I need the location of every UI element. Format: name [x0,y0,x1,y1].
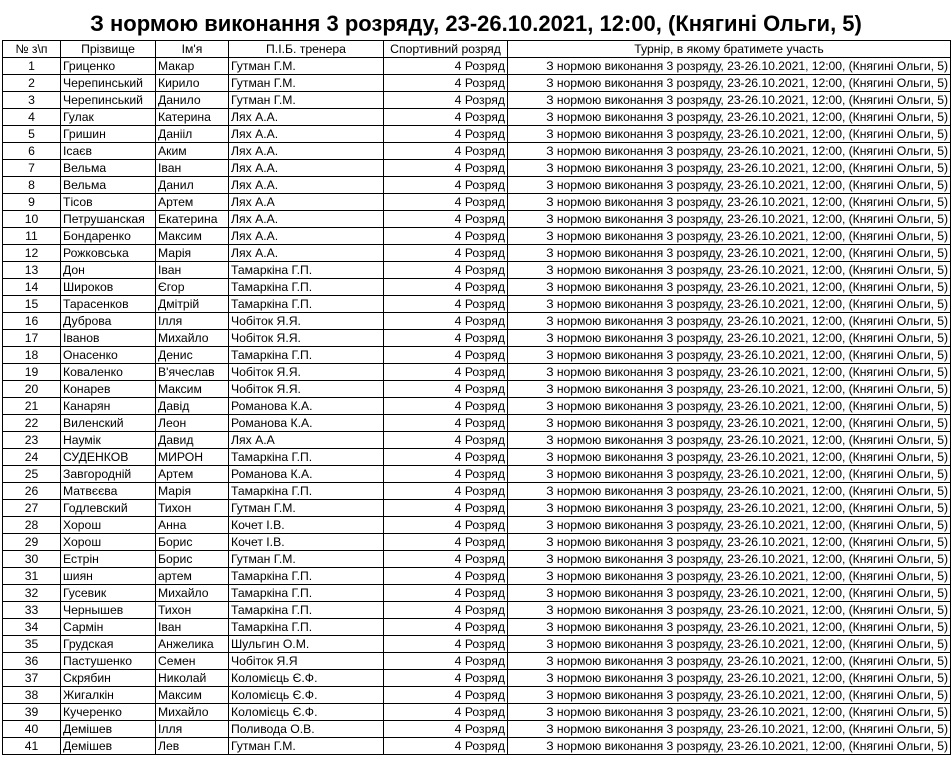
table-row [3,364,951,381]
cell-num[interactable]: 1 [3,58,61,75]
cell-coach[interactable]: Романова К.А. [229,466,384,483]
cell-rank[interactable]: 4 Розряд [384,211,508,228]
cell-num[interactable]: 13 [3,262,61,279]
header-coach[interactable]: П.І.Б. тренера [229,41,384,58]
table-row [3,687,951,704]
cell-num[interactable]: 36 [3,653,61,670]
cell-tournament[interactable]: З нормою виконання 3 розряду, 23-26.10.2021, 12:00, (Княгині Ольги, 5) [508,279,951,296]
cell-name[interactable]: Аким [156,143,229,160]
cell-coach[interactable]: Гутман Г.М. [229,58,384,75]
cell-tournament[interactable]: З нормою виконання 3 розряду, 23-26.10.2021, 12:00, (Княгині Ольги, 5) [508,364,951,381]
table-row [3,347,951,364]
cell-name[interactable]: Михайло [156,585,229,602]
table-row [3,228,951,245]
cell-name[interactable]: Марія [156,483,229,500]
cell-coach[interactable]: Тамаркіна Г.П. [229,602,384,619]
table-row [3,194,951,211]
cell-name[interactable]: Ілля [156,721,229,738]
cell-num[interactable]: 15 [3,296,61,313]
table-row [3,92,951,109]
cell-name[interactable]: Дмітрій [156,296,229,313]
cell-rank[interactable]: 4 Розряд [384,364,508,381]
cell-surname[interactable]: Іванов [61,330,156,347]
cell-coach[interactable]: Коломієць Є.Ф. [229,687,384,704]
cell-coach[interactable]: Гутман Г.М. [229,738,384,755]
table-row [3,126,951,143]
table-row [3,262,951,279]
cell-coach[interactable]: Гутман Г.М. [229,500,384,517]
cell-rank[interactable]: 4 Розряд [384,687,508,704]
cell-coach[interactable]: Лях А.А [229,432,384,449]
cell-num[interactable]: 6 [3,143,61,160]
cell-tournament[interactable]: З нормою виконання 3 розряду, 23-26.10.2021, 12:00, (Княгині Ольги, 5) [508,517,951,534]
cell-surname[interactable]: Бондаренко [61,228,156,245]
cell-rank[interactable]: 4 Розряд [384,160,508,177]
cell-name[interactable]: Николай [156,670,229,687]
cell-surname[interactable]: Широков [61,279,156,296]
table-row [3,143,951,160]
cell-name[interactable]: артем [156,568,229,585]
cell-coach[interactable]: Лях А.А. [229,177,384,194]
cell-surname[interactable]: Рожковська [61,245,156,262]
table-row [3,211,951,228]
cell-surname[interactable]: Демішев [61,738,156,755]
cell-rank[interactable]: 4 Розряд [384,432,508,449]
cell-surname[interactable]: Дон [61,262,156,279]
cell-num[interactable]: 39 [3,704,61,721]
cell-num[interactable]: 37 [3,670,61,687]
cell-surname[interactable]: Пастушенко [61,653,156,670]
table-row [3,704,951,721]
cell-rank[interactable]: 4 Розряд [384,245,508,262]
cell-rank[interactable]: 4 Розряд [384,194,508,211]
cell-num[interactable]: 12 [3,245,61,262]
cell-num[interactable]: 24 [3,449,61,466]
cell-coach[interactable]: Тамаркіна Г.П. [229,483,384,500]
cell-coach[interactable]: Лях А.А. [229,109,384,126]
cell-num[interactable]: 27 [3,500,61,517]
cell-coach[interactable]: Коломієць Є.Ф. [229,670,384,687]
cell-rank[interactable]: 4 Розряд [384,704,508,721]
cell-tournament[interactable]: З нормою виконання 3 розряду, 23-26.10.2021, 12:00, (Княгині Ольги, 5) [508,636,951,653]
cell-tournament[interactable]: З нормою виконання 3 розряду, 23-26.10.2021, 12:00, (Княгині Ольги, 5) [508,704,951,721]
cell-coach[interactable]: Лях А.А. [229,160,384,177]
cell-surname[interactable]: Вельма [61,177,156,194]
cell-num[interactable]: 8 [3,177,61,194]
cell-coach[interactable]: Тамаркіна Г.П. [229,449,384,466]
cell-tournament[interactable]: З нормою виконання 3 розряду, 23-26.10.2021, 12:00, (Княгині Ольги, 5) [508,75,951,92]
cell-surname[interactable]: Наумік [61,432,156,449]
cell-tournament[interactable]: З нормою виконання 3 розряду, 23-26.10.2021, 12:00, (Княгині Ольги, 5) [508,398,951,415]
cell-tournament[interactable]: З нормою виконання 3 розряду, 23-26.10.2021, 12:00, (Княгині Ольги, 5) [508,551,951,568]
cell-coach[interactable]: Чобіток Я.Я. [229,330,384,347]
cell-rank[interactable]: 4 Розряд [384,483,508,500]
cell-name[interactable]: Максим [156,381,229,398]
cell-num[interactable]: 31 [3,568,61,585]
cell-num[interactable]: 20 [3,381,61,398]
cell-tournament[interactable]: З нормою виконання 3 розряду, 23-26.10.2021, 12:00, (Княгині Ольги, 5) [508,653,951,670]
cell-tournament[interactable]: З нормою виконання 3 розряду, 23-26.10.2021, 12:00, (Княгині Ольги, 5) [508,500,951,517]
cell-name[interactable]: Борис [156,551,229,568]
cell-name[interactable]: Тихон [156,602,229,619]
cell-tournament[interactable]: З нормою виконання 3 розряду, 23-26.10.2021, 12:00, (Княгині Ольги, 5) [508,177,951,194]
cell-name[interactable]: Катерина [156,109,229,126]
cell-tournament[interactable]: З нормою виконання 3 розряду, 23-26.10.2021, 12:00, (Княгині Ольги, 5) [508,534,951,551]
cell-rank[interactable]: 4 Розряд [384,296,508,313]
table-row [3,483,951,500]
cell-num[interactable]: 2 [3,75,61,92]
cell-name[interactable]: Денис [156,347,229,364]
cell-coach[interactable]: Чобіток Я.Я [229,653,384,670]
cell-tournament[interactable]: З нормою виконання 3 розряду, 23-26.10.2021, 12:00, (Княгині Ольги, 5) [508,211,951,228]
cell-rank[interactable]: 4 Розряд [384,58,508,75]
cell-tournament[interactable]: З нормою виконання 3 розряду, 23-26.10.2021, 12:00, (Княгині Ольги, 5) [508,330,951,347]
cell-rank[interactable]: 4 Розряд [384,92,508,109]
cell-rank[interactable]: 4 Розряд [384,228,508,245]
cell-tournament[interactable]: З нормою виконання 3 розряду, 23-26.10.2021, 12:00, (Княгині Ольги, 5) [508,738,951,755]
cell-num[interactable]: 18 [3,347,61,364]
cell-coach[interactable]: Лях А.А. [229,228,384,245]
cell-surname[interactable]: Черепинський [61,92,156,109]
cell-coach[interactable]: Тамаркіна Г.П. [229,568,384,585]
header-name[interactable]: Ім'я [156,41,229,58]
cell-rank[interactable]: 4 Розряд [384,381,508,398]
table-row [3,109,951,126]
cell-rank[interactable]: 4 Розряд [384,143,508,160]
cell-name[interactable]: Іван [156,262,229,279]
cell-rank[interactable]: 4 Розряд [384,347,508,364]
cell-name[interactable]: Максим [156,228,229,245]
cell-rank[interactable]: 4 Розряд [384,670,508,687]
table-row [3,245,951,262]
cell-num[interactable]: 16 [3,313,61,330]
cell-coach[interactable]: Тамаркіна Г.П. [229,262,384,279]
cell-surname[interactable]: Вельма [61,160,156,177]
cell-tournament[interactable]: З нормою виконання 3 розряду, 23-26.10.2021, 12:00, (Княгині Ольги, 5) [508,687,951,704]
table-row [3,619,951,636]
cell-surname[interactable]: Демішев [61,721,156,738]
cell-name[interactable]: Ілля [156,313,229,330]
cell-surname[interactable]: Конарев [61,381,156,398]
cell-name[interactable]: Давід [156,398,229,415]
cell-surname[interactable]: Виленский [61,415,156,432]
cell-surname[interactable]: Ісаєв [61,143,156,160]
cell-name[interactable]: Екатерина [156,211,229,228]
cell-tournament[interactable]: З нормою виконання 3 розряду, 23-26.10.2021, 12:00, (Княгині Ольги, 5) [508,262,951,279]
cell-name[interactable]: Анжелика [156,636,229,653]
cell-tournament[interactable]: З нормою виконання 3 розряду, 23-26.10.2021, 12:00, (Княгині Ольги, 5) [508,721,951,738]
cell-surname[interactable]: Хорош [61,534,156,551]
cell-name[interactable]: Давид [156,432,229,449]
cell-name[interactable]: В'ячеслав [156,364,229,381]
cell-tournament[interactable]: З нормою виконання 3 розряду, 23-26.10.2021, 12:00, (Княгині Ольги, 5) [508,568,951,585]
cell-rank[interactable]: 4 Розряд [384,330,508,347]
cell-name[interactable]: Лев [156,738,229,755]
cell-tournament[interactable]: З нормою виконання 3 розряду, 23-26.10.2021, 12:00, (Княгині Ольги, 5) [508,466,951,483]
table-row [3,432,951,449]
cell-surname[interactable]: Коваленко [61,364,156,381]
table-row [3,602,951,619]
table-header-row [3,41,951,58]
cell-name[interactable]: Леон [156,415,229,432]
cell-name[interactable]: Єгор [156,279,229,296]
cell-name[interactable]: Михайло [156,704,229,721]
table-row [3,75,951,92]
table-row [3,466,951,483]
cell-coach[interactable]: Чобіток Я.Я. [229,364,384,381]
cell-surname[interactable]: Естрін [61,551,156,568]
cell-rank[interactable]: 4 Розряд [384,534,508,551]
cell-tournament[interactable]: З нормою виконання 3 розряду, 23-26.10.2021, 12:00, (Княгині Ольги, 5) [508,245,951,262]
cell-coach[interactable]: Лях А.А. [229,245,384,262]
cell-surname[interactable]: Канарян [61,398,156,415]
page-title: З нормою виконання 3 розряду, 23-26.10.2021, 12:00, (Княгині Ольги, 5) [90,11,862,36]
table-row [3,585,951,602]
cell-name[interactable]: Артем [156,194,229,211]
cell-num[interactable]: 29 [3,534,61,551]
cell-tournament[interactable]: З нормою виконання 3 розряду, 23-26.10.2021, 12:00, (Княгині Ольги, 5) [508,160,951,177]
cell-name[interactable]: Семен [156,653,229,670]
cell-surname[interactable]: Тісов [61,194,156,211]
cell-coach[interactable]: Чобіток Я.Я. [229,313,384,330]
cell-coach[interactable]: Лях А.А. [229,143,384,160]
cell-tournament[interactable]: З нормою виконання 3 розряду, 23-26.10.2021, 12:00, (Княгині Ольги, 5) [508,143,951,160]
cell-coach[interactable]: Романова К.А. [229,398,384,415]
cell-num[interactable]: 35 [3,636,61,653]
cell-surname[interactable]: Грудская [61,636,156,653]
cell-num[interactable]: 7 [3,160,61,177]
header-num[interactable]: № з\п [3,41,61,58]
cell-rank[interactable]: 4 Розряд [384,279,508,296]
cell-surname[interactable]: Тарасенков [61,296,156,313]
cell-tournament[interactable]: З нормою виконання 3 розряду, 23-26.10.2021, 12:00, (Княгині Ольги, 5) [508,432,951,449]
cell-rank[interactable]: 4 Розряд [384,517,508,534]
cell-surname[interactable]: Кучеренко [61,704,156,721]
cell-num[interactable]: 25 [3,466,61,483]
cell-num[interactable]: 30 [3,551,61,568]
cell-num[interactable]: 11 [3,228,61,245]
cell-surname[interactable]: шиян [61,568,156,585]
cell-name[interactable]: Іван [156,160,229,177]
cell-coach[interactable]: Гутман Г.М. [229,92,384,109]
cell-coach[interactable]: Тамаркіна Г.П. [229,585,384,602]
table-row [3,296,951,313]
table-row [3,381,951,398]
cell-name[interactable]: Борис [156,534,229,551]
table-body [3,58,951,755]
cell-rank[interactable]: 4 Розряд [384,415,508,432]
cell-rank[interactable]: 4 Розряд [384,653,508,670]
cell-name[interactable]: Данило [156,92,229,109]
table-row [3,177,951,194]
cell-num[interactable]: 23 [3,432,61,449]
cell-rank[interactable]: 4 Розряд [384,551,508,568]
cell-rank[interactable]: 4 Розряд [384,398,508,415]
cell-surname[interactable]: Дуброва [61,313,156,330]
cell-rank[interactable]: 4 Розряд [384,126,508,143]
table-row [3,398,951,415]
cell-tournament[interactable]: З нормою виконання 3 розряду, 23-26.10.2021, 12:00, (Княгині Ольги, 5) [508,194,951,211]
cell-name[interactable]: МИРОН [156,449,229,466]
cell-name[interactable]: Данііл [156,126,229,143]
cell-num[interactable]: 5 [3,126,61,143]
cell-num[interactable]: 38 [3,687,61,704]
header-rank[interactable]: Спортивний розряд [384,41,508,58]
cell-coach[interactable]: Поливода О.В. [229,721,384,738]
cell-surname[interactable]: Чернышев [61,602,156,619]
table-row [3,534,951,551]
cell-coach[interactable]: Романова К.А. [229,415,384,432]
cell-coach[interactable]: Тамаркіна Г.П. [229,296,384,313]
table-row [3,636,951,653]
cell-name[interactable]: Артем [156,466,229,483]
cell-name[interactable]: Анна [156,517,229,534]
cell-surname[interactable]: Гриценко [61,58,156,75]
table-row [3,449,951,466]
cell-coach[interactable]: Шульгин О.М. [229,636,384,653]
cell-num[interactable]: 32 [3,585,61,602]
cell-surname[interactable]: Гришин [61,126,156,143]
cell-rank[interactable]: 4 Розряд [384,619,508,636]
cell-rank[interactable]: 4 Розряд [384,738,508,755]
cell-coach[interactable]: Кочет І.В. [229,517,384,534]
cell-name[interactable]: Кирило [156,75,229,92]
cell-name[interactable]: Максим [156,687,229,704]
cell-num[interactable]: 34 [3,619,61,636]
header-tournament[interactable]: Турнір, в якому братимете участь [508,41,951,58]
cell-tournament[interactable]: З нормою виконання 3 розряду, 23-26.10.2021, 12:00, (Княгині Ольги, 5) [508,347,951,364]
cell-coach[interactable]: Гутман Г.М. [229,75,384,92]
cell-num[interactable]: 14 [3,279,61,296]
cell-rank[interactable]: 4 Розряд [384,602,508,619]
cell-name[interactable]: Михайло [156,330,229,347]
cell-num[interactable]: 21 [3,398,61,415]
table-row [3,738,951,755]
cell-coach[interactable]: Коломієць Є.Ф. [229,704,384,721]
cell-surname[interactable]: Петрушанская [61,211,156,228]
cell-tournament[interactable]: З нормою виконання 3 розряду, 23-26.10.2021, 12:00, (Княгині Ольги, 5) [508,619,951,636]
cell-rank[interactable]: 4 Розряд [384,313,508,330]
cell-tournament[interactable]: З нормою виконання 3 розряду, 23-26.10.2021, 12:00, (Княгині Ольги, 5) [508,313,951,330]
table-row [3,721,951,738]
cell-surname[interactable]: Гулак [61,109,156,126]
cell-coach[interactable]: Тамаркіна Г.П. [229,619,384,636]
table-row [3,330,951,347]
cell-tournament[interactable]: З нормою виконання 3 розряду, 23-26.10.2021, 12:00, (Княгині Ольги, 5) [508,126,951,143]
cell-coach[interactable]: Гутман Г.М. [229,551,384,568]
cell-num[interactable]: 40 [3,721,61,738]
cell-num[interactable]: 41 [3,738,61,755]
cell-name[interactable]: Тихон [156,500,229,517]
table-row [3,279,951,296]
cell-num[interactable]: 33 [3,602,61,619]
cell-rank[interactable]: 4 Розряд [384,636,508,653]
cell-rank[interactable]: 4 Розряд [384,500,508,517]
cell-num[interactable]: 9 [3,194,61,211]
cell-rank[interactable]: 4 Розряд [384,721,508,738]
cell-tournament[interactable]: З нормою виконання 3 розряду, 23-26.10.2021, 12:00, (Княгині Ольги, 5) [508,92,951,109]
table-row [3,653,951,670]
cell-coach[interactable]: Чобіток Я.Я. [229,381,384,398]
cell-surname[interactable]: Гусевик [61,585,156,602]
cell-surname[interactable]: Черепинський [61,75,156,92]
cell-num[interactable]: 4 [3,109,61,126]
cell-coach[interactable]: Лях А.А. [229,211,384,228]
table-row [3,670,951,687]
cell-num[interactable]: 22 [3,415,61,432]
table-row [3,500,951,517]
cell-coach[interactable]: Кочет І.В. [229,534,384,551]
table-row [3,58,951,75]
cell-tournament[interactable]: З нормою виконання 3 розряду, 23-26.10.2021, 12:00, (Княгині Ольги, 5) [508,670,951,687]
table-row [3,568,951,585]
cell-coach[interactable]: Тамаркіна Г.П. [229,347,384,364]
cell-tournament[interactable]: З нормою виконання 3 розряду, 23-26.10.2021, 12:00, (Княгині Ольги, 5) [508,449,951,466]
cell-rank[interactable]: 4 Розряд [384,262,508,279]
cell-num[interactable]: 26 [3,483,61,500]
table-row [3,551,951,568]
cell-coach[interactable]: Лях А.А [229,194,384,211]
cell-num[interactable]: 19 [3,364,61,381]
cell-surname[interactable]: Скрябин [61,670,156,687]
table-row [3,313,951,330]
cell-num[interactable]: 17 [3,330,61,347]
cell-surname[interactable]: СУДЕНКОВ [61,449,156,466]
cell-num[interactable]: 3 [3,92,61,109]
table-row [3,415,951,432]
cell-coach[interactable]: Лях А.А. [229,126,384,143]
cell-rank[interactable]: 4 Розряд [384,585,508,602]
cell-tournament[interactable]: З нормою виконання 3 розряду, 23-26.10.2021, 12:00, (Княгині Ольги, 5) [508,415,951,432]
table-row [3,160,951,177]
cell-name[interactable]: Макар [156,58,229,75]
cell-rank[interactable]: 4 Розряд [384,177,508,194]
cell-rank[interactable]: 4 Розряд [384,449,508,466]
cell-name[interactable]: Марія [156,245,229,262]
cell-tournament[interactable]: З нормою виконання 3 розряду, 23-26.10.2021, 12:00, (Княгині Ольги, 5) [508,58,951,75]
cell-surname[interactable]: Жигалкін [61,687,156,704]
cell-tournament[interactable]: З нормою виконання 3 розряду, 23-26.10.2021, 12:00, (Княгині Ольги, 5) [508,585,951,602]
cell-rank[interactable]: 4 Розряд [384,568,508,585]
cell-surname[interactable]: Онасенко [61,347,156,364]
cell-name[interactable]: Данил [156,177,229,194]
cell-rank[interactable]: 4 Розряд [384,466,508,483]
cell-surname[interactable]: Годлевский [61,500,156,517]
cell-tournament[interactable]: З нормою виконання 3 розряду, 23-26.10.2021, 12:00, (Княгині Ольги, 5) [508,602,951,619]
cell-rank[interactable]: 4 Розряд [384,75,508,92]
cell-surname[interactable]: Сармін [61,619,156,636]
cell-tournament[interactable]: З нормою виконання 3 розряду, 23-26.10.2021, 12:00, (Княгині Ольги, 5) [508,296,951,313]
cell-tournament[interactable]: З нормою виконання 3 розряду, 23-26.10.2021, 12:00, (Княгині Ольги, 5) [508,228,951,245]
cell-tournament[interactable]: З нормою виконання 3 розряду, 23-26.10.2021, 12:00, (Княгині Ольги, 5) [508,483,951,500]
header-surname[interactable]: Прізвище [61,41,156,58]
cell-num[interactable]: 10 [3,211,61,228]
cell-coach[interactable]: Тамаркіна Г.П. [229,279,384,296]
cell-num[interactable]: 28 [3,517,61,534]
cell-surname[interactable]: Завгородній [61,466,156,483]
cell-surname[interactable]: Хорош [61,517,156,534]
cell-rank[interactable]: 4 Розряд [384,109,508,126]
registration-table [2,40,951,755]
cell-tournament[interactable]: З нормою виконання 3 розряду, 23-26.10.2021, 12:00, (Княгині Ольги, 5) [508,381,951,398]
cell-name[interactable]: Іван [156,619,229,636]
cell-tournament[interactable]: З нормою виконання 3 розряду, 23-26.10.2021, 12:00, (Княгині Ольги, 5) [508,109,951,126]
cell-surname[interactable]: Матвєєва [61,483,156,500]
table-row [3,517,951,534]
